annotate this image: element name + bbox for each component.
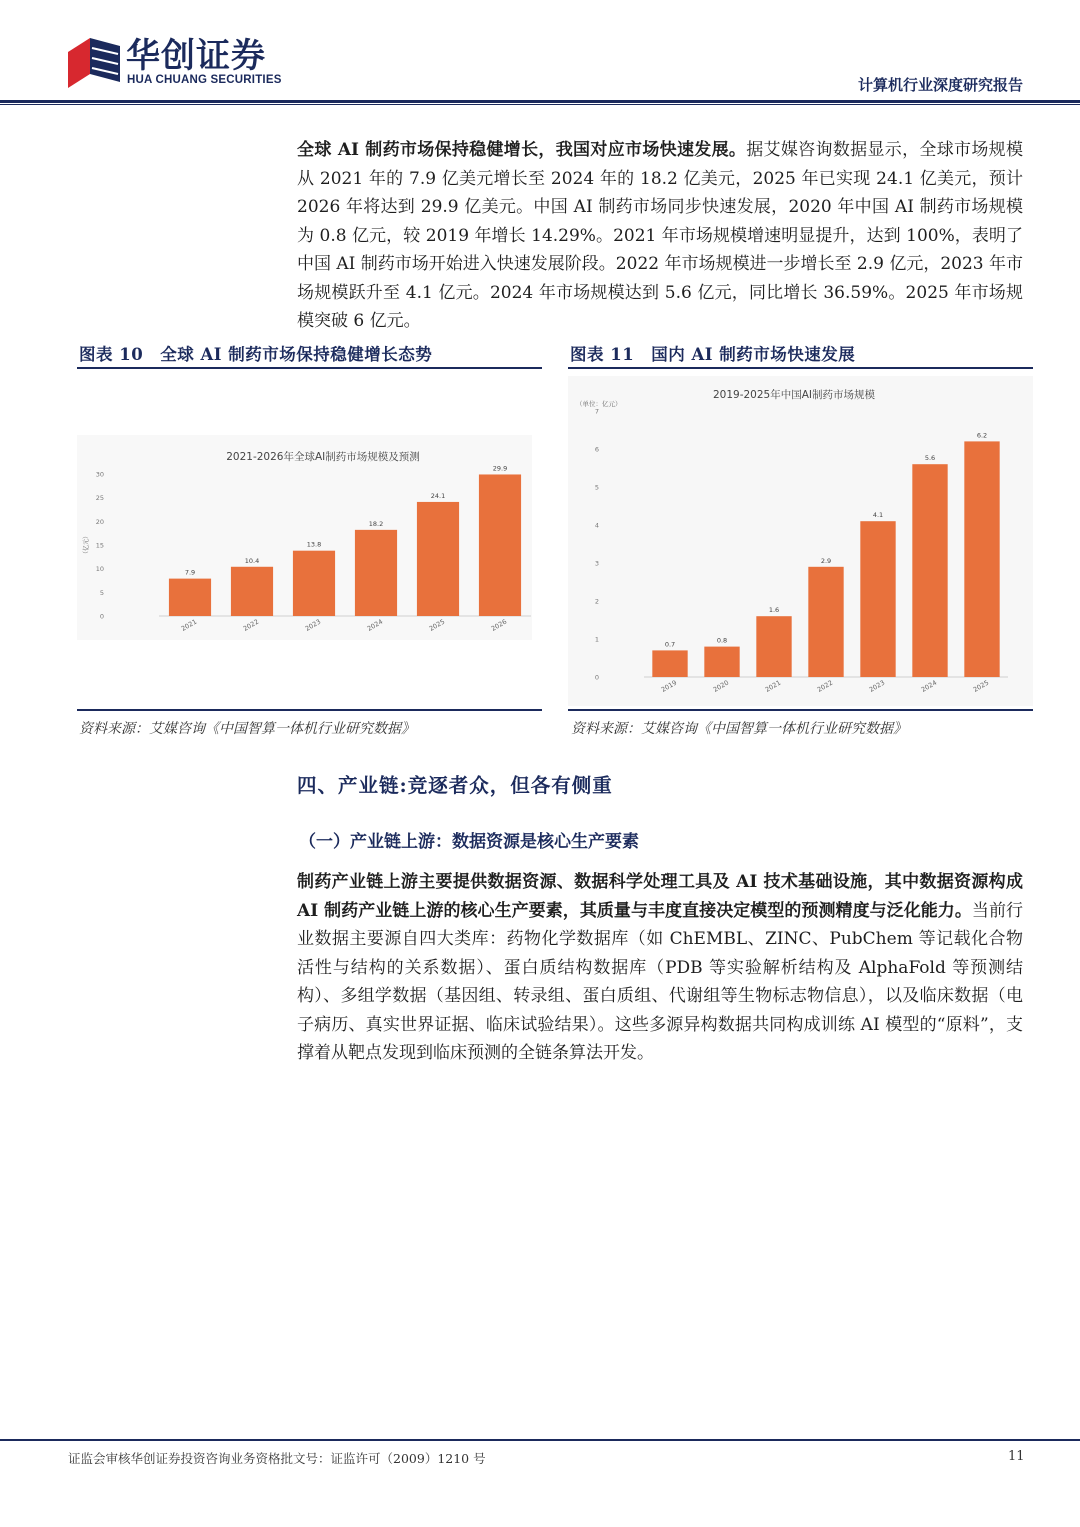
bar xyxy=(479,474,521,616)
data-label: 7.9 xyxy=(184,568,196,577)
data-label: 18.2 xyxy=(368,519,384,528)
brand-name-cn: 华创证券 xyxy=(126,36,266,76)
y-tick-label: 1 xyxy=(594,635,599,644)
figure-10-source: 资料来源：艾媒咨询《中国智算一体机行业研究数据》 xyxy=(79,721,415,737)
x-tick-label: 2024 xyxy=(365,617,385,633)
bar xyxy=(860,521,895,677)
figure-11-chart xyxy=(568,376,1033,706)
header-divider-thin xyxy=(0,104,1080,105)
figure-11-source-rule xyxy=(568,709,1033,711)
chart-title: 2021-2026年全球AI制药市场规模及预测 xyxy=(226,451,420,463)
data-label: 2.9 xyxy=(820,556,832,565)
figure-11-title: 图表 11 国内 AI 制药市场快速发展 xyxy=(570,345,856,364)
data-label: 0.8 xyxy=(716,636,728,645)
paragraph-upstream-data xyxy=(297,868,1023,1068)
unit-note: （单位：亿元） xyxy=(576,400,622,408)
y-tick-label: 0 xyxy=(594,673,599,682)
bar xyxy=(417,502,459,616)
data-label: 10.4 xyxy=(244,556,260,565)
y-tick-label: 10 xyxy=(95,565,104,574)
section-heading: 四、产业链:竞逐者众，但各有侧重 xyxy=(297,774,613,797)
x-tick-label: 2023 xyxy=(303,617,323,633)
y-tick-label: 0 xyxy=(99,612,104,621)
footer-license: 证监会审核华创证券投资咨询业务资格批文号：证监许可（2009）1210 号 xyxy=(68,1451,486,1466)
y-tick-label: 6 xyxy=(594,445,599,454)
x-tick-label: 2022 xyxy=(241,617,261,633)
figure-11-rule xyxy=(568,367,1033,369)
footer-divider xyxy=(0,1439,1080,1441)
x-tick-label: 2024 xyxy=(919,678,939,694)
y-tick-label: 15 xyxy=(95,541,104,550)
figure-10-rule xyxy=(77,367,542,369)
bar xyxy=(912,464,947,677)
x-tick-label: 2023 xyxy=(867,678,887,694)
figure-10-title: 图表 10 全球 AI 制药市场保持稳健增长态势 xyxy=(79,345,433,364)
bar xyxy=(808,567,843,677)
paragraph-lead: 制药产业链上游主要提供数据资源、数据科学处理工具及 AI 技术基础设施，其中数据资源构成 AI 制药产业链上游的核心生产要素，其质量与丰度直接决定模型的预测精度与泛化能力。 xyxy=(297,872,1023,921)
china-ai-pharma-bar-chart xyxy=(568,376,1033,706)
data-label: 6.2 xyxy=(976,431,988,440)
x-tick-label: 2025 xyxy=(971,678,991,694)
bar xyxy=(652,650,687,677)
brand-name-en: HUA CHUANG SECURITIES xyxy=(127,74,282,86)
header-divider xyxy=(0,100,1080,103)
figure-11-source: 资料来源：艾媒咨询《中国智算一体机行业研究数据》 xyxy=(571,721,907,737)
global-ai-pharma-bar-chart xyxy=(77,435,532,640)
chart-title: 2019-2025年中国AI制药市场规模 xyxy=(712,389,876,401)
x-tick-label: 2020 xyxy=(711,678,731,694)
data-label: 5.6 xyxy=(924,454,936,463)
subsection-heading: （一）产业链上游：数据资源是核心生产要素 xyxy=(299,832,639,852)
figure-10-chart xyxy=(77,435,532,640)
data-label: 13.8 xyxy=(306,540,322,549)
report-type: 计算机行业深度研究报告 xyxy=(857,76,1023,94)
data-label: 4.1 xyxy=(872,511,884,520)
paragraph-market-growth xyxy=(297,136,1023,336)
paragraph-lead: 全球 AI 制药市场保持稳健增长，我国对应市场快速发展。 xyxy=(297,140,747,160)
bar xyxy=(355,530,397,616)
y-tick-label: 7 xyxy=(594,407,599,416)
y-axis-label: （亿元） xyxy=(83,532,90,558)
x-tick-label: 2021 xyxy=(763,678,783,694)
bar xyxy=(964,441,999,677)
y-tick-label: 25 xyxy=(95,494,104,503)
y-tick-label: 20 xyxy=(95,517,104,526)
bar xyxy=(756,616,791,677)
paragraph-body: 据艾媒咨询数据显示，全球市场规模从 2021 年的 7.9 亿美元增长至 2024 年的 18.2 亿美元，2025 年已实现 24.1 亿美元，预计 2026 年将达到 29.9 亿美元。中国 AI 制药市场同步快速发展，2020 年中国 AI 制药市场规模为 0.8 亿元，较 2019 年增长 14.29%。2021 年市场规模增速明显提升，达到 100%，表明了中国 AI 制药市场开始进入快速发展阶段。2022 年市场规模进一步增长至 2.9 亿元，2023 年市场规模跃升至 4.1 亿元。2024 年市场规模达到 5.6 亿元，同比增长 36.59%。2025 年市场规模突破 6 亿元。 xyxy=(297,140,1023,331)
x-tick-label: 2021 xyxy=(179,617,199,633)
y-tick-label: 5 xyxy=(594,483,599,492)
figure-10-source-rule xyxy=(77,709,542,711)
paragraph-body: 当前行业数据主要源自四大类库：药物化学数据库（如 ChEMBL、ZINC、PubChem 等记载化合物活性与结构的关系数据）、蛋白质结构数据库（PDB 等实验解析结构及 AlphaFold 等预测结构）、多组学数据（基因组、转录组、蛋白质组、代谢组等生物标志物信息），以及临床数据（电子病历、真实世界证据、临床试验结果）。这些多源异构数据共同构成训练 AI 模型的“原料”，支撑着从靶点发现到临床预测的全链条算法开发。 xyxy=(297,900,1024,1063)
x-tick-label: 2026 xyxy=(489,617,509,633)
page-number: 11 xyxy=(1008,1449,1025,1464)
bar xyxy=(169,579,211,616)
y-tick-label: 4 xyxy=(594,521,599,530)
data-label: 0.7 xyxy=(664,640,676,649)
x-tick-label: 2025 xyxy=(427,617,447,633)
bar xyxy=(231,567,273,616)
bar xyxy=(704,647,739,677)
y-tick-label: 2 xyxy=(594,597,599,606)
data-label: 1.6 xyxy=(768,606,780,615)
y-tick-label: 3 xyxy=(594,559,599,568)
bar xyxy=(293,551,335,616)
x-tick-label: 2019 xyxy=(659,678,679,694)
x-tick-label: 2022 xyxy=(815,678,835,694)
data-label: 29.9 xyxy=(492,464,508,473)
y-tick-label: 5 xyxy=(99,588,104,597)
brand-logo-icon xyxy=(68,38,120,88)
data-label: 24.1 xyxy=(430,491,446,500)
y-tick-label: 30 xyxy=(95,470,104,479)
